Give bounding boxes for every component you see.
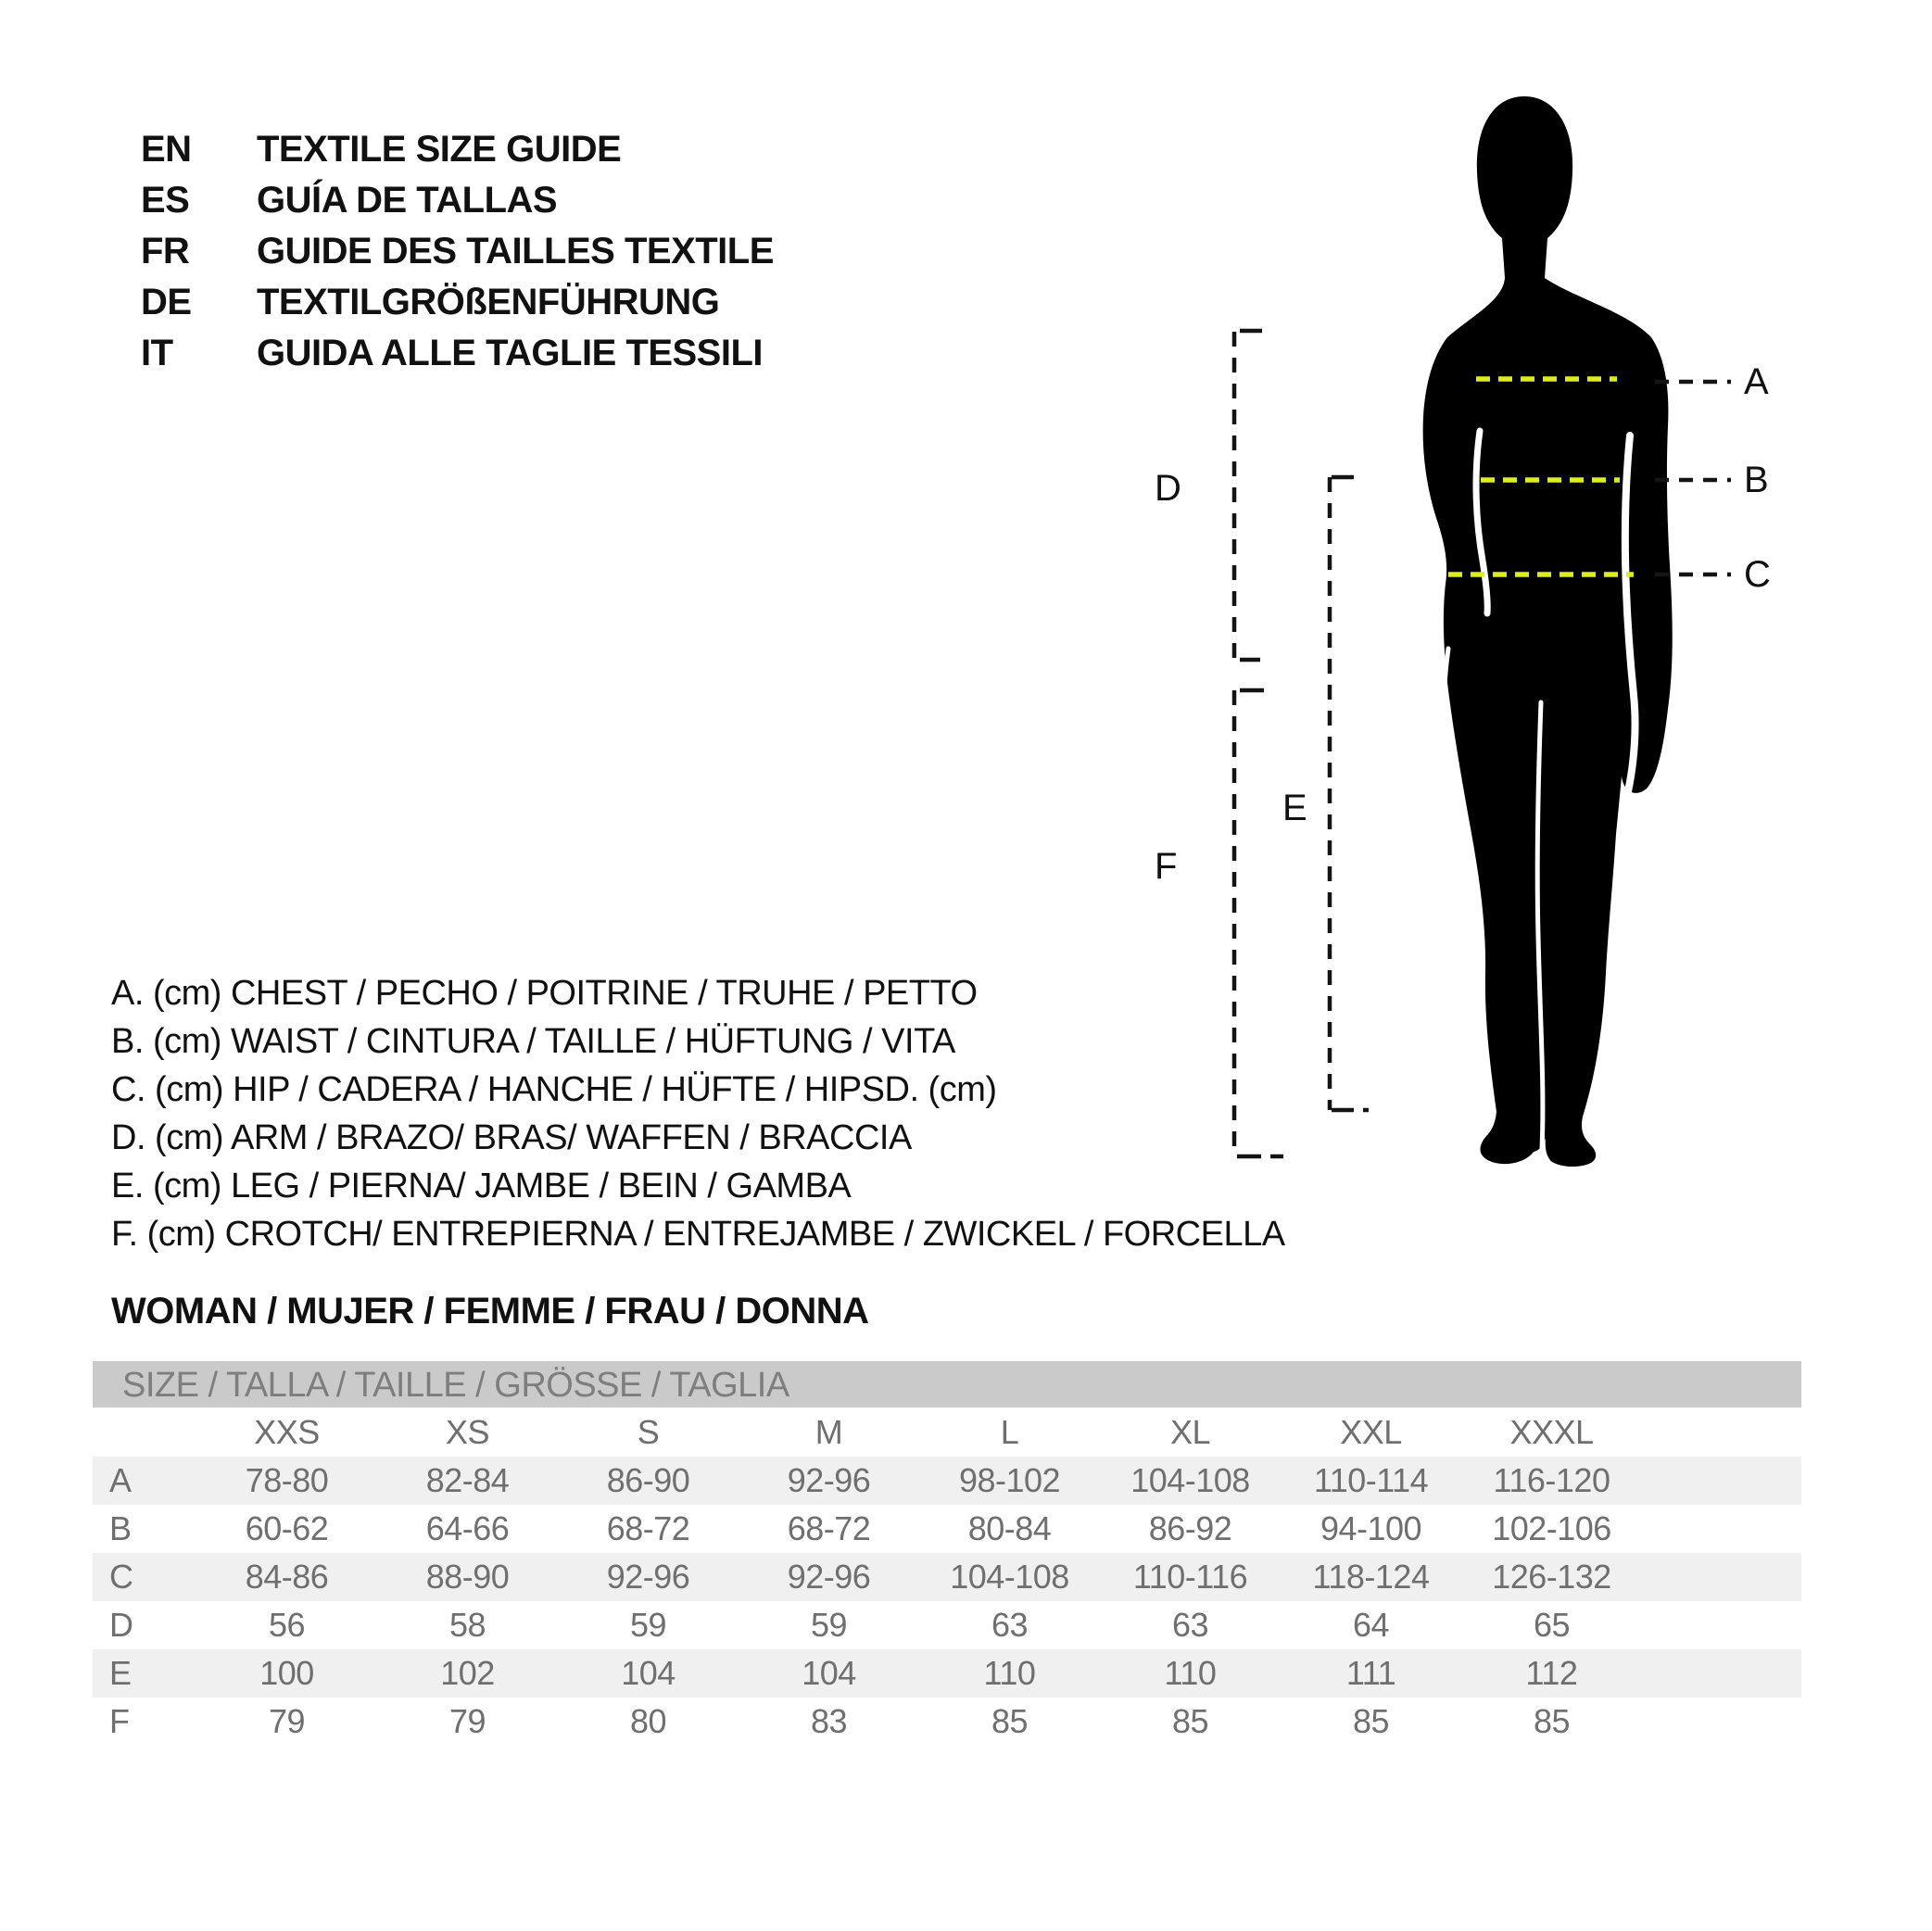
lang-title: TEXTILE SIZE GUIDE [257, 129, 622, 170]
measurement-def-b: B. (cm) WAIST / CINTURA / TAILLE / HÜFTUNG / VITA [111, 1022, 955, 1061]
size-col-xl: XL [1169, 1413, 1211, 1451]
cell: 126-132 [1492, 1558, 1611, 1596]
woman-silhouette [1423, 96, 1673, 1167]
cell: 86-90 [606, 1461, 690, 1499]
cell: 102-106 [1492, 1509, 1611, 1547]
size-col-xxs: XXS [254, 1413, 320, 1451]
cell: 85 [1533, 1702, 1571, 1740]
cell: 85 [1171, 1702, 1209, 1740]
cell: 110 [1164, 1654, 1217, 1692]
cell: 104 [802, 1654, 856, 1692]
cell: 68-72 [606, 1509, 690, 1547]
cell: 85 [1352, 1702, 1390, 1740]
marker-d: D [1155, 468, 1181, 509]
table-row-b [93, 1505, 1801, 1553]
lang-row-it [141, 328, 763, 379]
size-header-row [93, 1407, 1801, 1457]
table-row-f [93, 1698, 1801, 1746]
cell: 64 [1352, 1606, 1390, 1644]
cell: 110-114 [1313, 1461, 1429, 1499]
lang-code: DE [141, 282, 192, 322]
cell: 102 [440, 1654, 495, 1692]
table-row-d [93, 1601, 1801, 1649]
table-row-a [93, 1457, 1801, 1505]
trailing-spacer [1642, 1601, 1801, 1649]
size-col-m: M [814, 1413, 843, 1451]
cell: 104-108 [1130, 1461, 1250, 1499]
lang-title: TEXTILGRÖßENFÜHRUNG [257, 282, 720, 322]
trailing-spacer [1642, 1649, 1801, 1698]
cell: 118-124 [1312, 1558, 1430, 1596]
leg-line-e-ticks [1332, 477, 1369, 1110]
cell: 88-90 [425, 1558, 510, 1596]
marker-b: B [1744, 460, 1769, 500]
hand-gap-left [1444, 649, 1448, 737]
cell: 60-62 [245, 1509, 329, 1547]
cell: 68-72 [787, 1509, 871, 1547]
trailing-spacer [1642, 1698, 1801, 1746]
cell: 110-116 [1132, 1558, 1248, 1596]
cell: 116-120 [1493, 1461, 1610, 1499]
row-label: B [109, 1509, 132, 1547]
cell: 59 [629, 1606, 667, 1644]
lang-row-fr [141, 226, 774, 277]
measurement-def-e: E. (cm) LEG / PIERNA/ JAMBE / BEIN / GAMBA [111, 1167, 852, 1205]
cell: 79 [448, 1702, 486, 1740]
size-col-s: S [637, 1413, 660, 1451]
cell: 104 [621, 1654, 676, 1692]
row-label: C [109, 1558, 133, 1596]
measurement-def-f: F. (cm) CROTCH/ ENTREPIERNA / ENTREJAMBE / ZWICKEL / FORCELLA [111, 1215, 1285, 1254]
size-table [93, 1361, 1801, 1746]
marker-a: A [1744, 361, 1769, 402]
lang-code: ES [141, 180, 190, 221]
measurement-def-d: D. (cm) ARM / BRAZO/ BRAS/ WAFFEN / BRACCIA [111, 1118, 912, 1157]
trailing-spacer [1642, 1457, 1801, 1505]
arm-line-d-ticks [1240, 331, 1262, 660]
cell: 82-84 [425, 1461, 510, 1499]
lang-title: GUIDA ALLE TAGLIE TESSILI [257, 333, 764, 373]
trailing-spacer [1642, 1553, 1801, 1601]
cell: 80-84 [967, 1509, 1052, 1547]
cell: 100 [259, 1654, 314, 1692]
size-col-xxxl: XXXL [1509, 1413, 1594, 1451]
cell: 63 [1171, 1606, 1209, 1644]
table-row-c [93, 1553, 1801, 1601]
cell: 104-108 [950, 1558, 1069, 1596]
cell: 85 [991, 1702, 1029, 1740]
table-row-e [93, 1649, 1801, 1698]
row-label: D [109, 1606, 133, 1644]
cell: 56 [268, 1606, 306, 1644]
measurement-def-a: A. (cm) CHEST / PECHO / POITRINE / TRUHE / PETTO [111, 974, 978, 1013]
cell: 86-92 [1148, 1509, 1232, 1547]
size-col-l: L [1000, 1413, 1019, 1451]
lang-row-en [141, 124, 621, 175]
cell: 110 [983, 1654, 1036, 1692]
cell: 79 [268, 1702, 306, 1740]
cell: 80 [629, 1702, 667, 1740]
lang-title: GUÍA DE TALLAS [257, 180, 558, 221]
trailing-spacer [1642, 1407, 1801, 1457]
cell: 58 [448, 1606, 486, 1644]
lang-title: GUIDE DES TAILLES TEXTILE [257, 231, 774, 271]
lang-row-de [141, 277, 719, 328]
row-label: F [109, 1702, 130, 1740]
cell: 83 [810, 1702, 848, 1740]
row-label: E [109, 1654, 132, 1692]
size-col-xs: XS [445, 1413, 490, 1451]
measurement-definitions [111, 969, 1285, 1258]
cell: 59 [810, 1606, 848, 1644]
row-label-spacer [93, 1407, 196, 1457]
measurement-def-c: C. (cm) HIP / CADERA / HANCHE / HÜFTE / HIPSD. (cm) [111, 1070, 997, 1109]
lang-code: FR [141, 231, 190, 271]
cell: 63 [991, 1606, 1029, 1644]
cell: 98-102 [958, 1461, 1061, 1499]
size-col-xxl: XXL [1340, 1413, 1402, 1451]
cell: 84-86 [245, 1558, 329, 1596]
cell: 92-96 [787, 1558, 871, 1596]
cell: 112 [1525, 1654, 1578, 1692]
cell: 92-96 [606, 1558, 690, 1596]
trailing-spacer [1642, 1505, 1801, 1553]
marker-f: F [1155, 846, 1177, 887]
cell: 78-80 [245, 1461, 329, 1499]
cell: 65 [1533, 1606, 1571, 1644]
marker-e: E [1282, 788, 1307, 828]
marker-c: C [1744, 554, 1771, 595]
cell: 92-96 [787, 1461, 871, 1499]
cell: 111 [1345, 1654, 1396, 1692]
row-label: A [109, 1461, 132, 1499]
cell: 64-66 [425, 1509, 510, 1547]
section-title-woman: WOMAN / MUJER / FEMME / FRAU / DONNA [111, 1291, 869, 1332]
lang-row-es [141, 175, 557, 226]
cell: 94-100 [1320, 1509, 1422, 1547]
size-table-header: SIZE / TALLA / TAILLE / GRÖSSE / TAGLIA [93, 1361, 1801, 1407]
lang-code: IT [141, 333, 173, 373]
lang-code: EN [141, 129, 192, 170]
